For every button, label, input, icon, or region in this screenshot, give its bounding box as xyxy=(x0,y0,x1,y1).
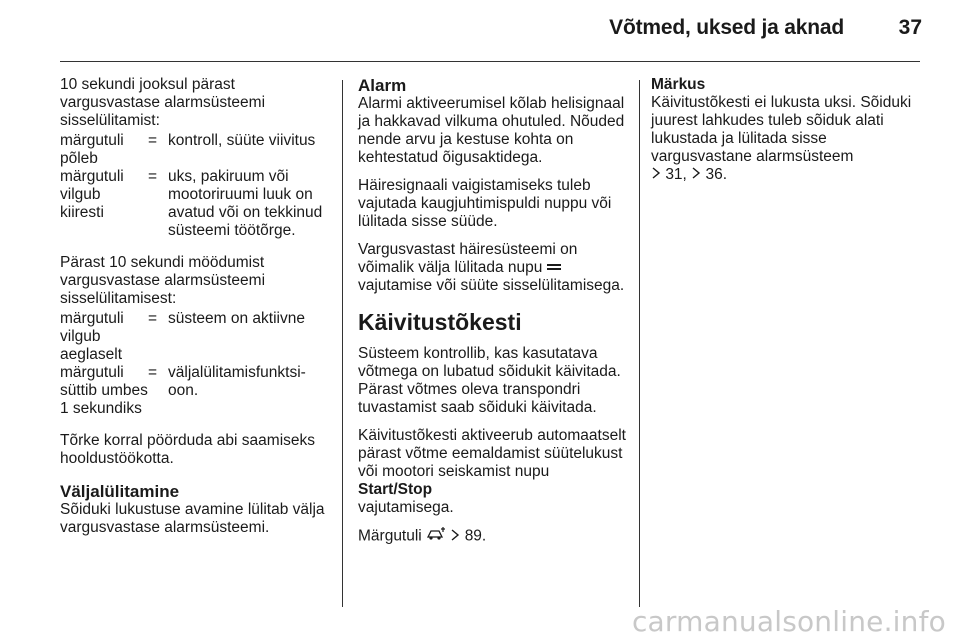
alarm-heading: Alarm xyxy=(358,76,407,95)
deactivation-text: Sõiduki lukustuse avamine lülitab välja vargusvastase alarmsüsteemi. xyxy=(60,501,325,536)
immobiliser-paragraph-3: Märgutuli 89. xyxy=(358,527,487,545)
page-header xyxy=(0,0,960,62)
page-title: Võtmed, uksed ja aknad xyxy=(609,16,844,39)
column-divider-2 xyxy=(639,80,640,607)
definition-row: märgutuli vilgub aeglaselt = süsteem on aktiivne xyxy=(60,310,305,363)
definition-row: märgutuli põleb = kontroll, süüte viivitus xyxy=(60,132,316,167)
deactivation-heading: Väljalülitamine xyxy=(60,482,180,501)
note-text: Käivitustõkesti ei lukusta uksi. Sõiduki juurest lahkudes tuleb sõiduk alati lukustada ja lülitada sisse vargusvastane alarmsüsteem 31, 36. xyxy=(651,94,912,184)
page-reference-arrow-icon xyxy=(691,166,701,184)
header-rule xyxy=(60,61,920,62)
intro-text-2: Pärast 10 sekundi möödumist vargusvastase alarmsüsteemi sisselülitamisest: xyxy=(60,254,266,307)
immobiliser-paragraph-2: Käivitustõkesti aktiveerub automaatselt pärast võtme eemaldamist süütelukust või mootori seiskamist nupu Start/Stop vajutamisega. xyxy=(358,427,626,517)
alarm-paragraph-3: Vargusvastast häiresüsteemi on võimalik välja lülitada nupu vajutamise või süüte sisselülitamisega. xyxy=(358,241,625,295)
lock-button-icon xyxy=(547,259,561,277)
column-divider-1 xyxy=(342,80,343,607)
alarm-paragraph-2: Häiresignaali vaigistamiseks tuleb vajutada kaugjuhtimispuldi nuppu või lülitada sisse süüde. xyxy=(358,177,612,230)
start-stop-label: Start/Stop xyxy=(358,481,433,499)
page-number: 37 xyxy=(898,16,922,39)
column-1 xyxy=(60,76,328,547)
immobiliser-heading: Käivitustõkesti xyxy=(358,309,522,336)
watermark: carmanualsonline.info xyxy=(631,605,946,638)
column-3 xyxy=(651,76,923,194)
definition-row: märgutuli vilgub kiiresti = uks, pakiruum või mootoriruumi luuk on avatud või on tekkinud süsteemi töötõrge. xyxy=(60,168,323,239)
intro-text: 10 sekundi jooksul pärast vargusvastase alarmsüsteemi sisselülitamist: xyxy=(60,76,266,129)
note-heading: Märkus xyxy=(651,76,706,93)
immobiliser-paragraph-1: Süsteem kontrollib, kas kasutatava võtmega on lubatud sõidukit käivitada. Pärast võtmes oleva transpondri tuvastamist saab sõiduki käivitada. xyxy=(358,345,621,417)
alarm-paragraph-1: Alarmi aktiveerumisel kõlab helisignaal ja hakkavad vilkuma ohutuled. Nõuded nende arvu ja kestuse kohta on kehtestatud õigusaktidega. xyxy=(358,95,625,166)
column-2 xyxy=(358,76,626,556)
definition-row: märgutuli süttib umbes 1 sekundiks = väljalülitamisfunktsi-oon. xyxy=(60,364,306,417)
car-key-warning-icon xyxy=(426,527,446,546)
page-reference-arrow-icon xyxy=(651,166,661,184)
error-text: Tõrke korral pöörduda abi saamiseks hooldustöökotta. xyxy=(60,432,316,467)
page-reference-arrow-icon xyxy=(450,528,460,546)
